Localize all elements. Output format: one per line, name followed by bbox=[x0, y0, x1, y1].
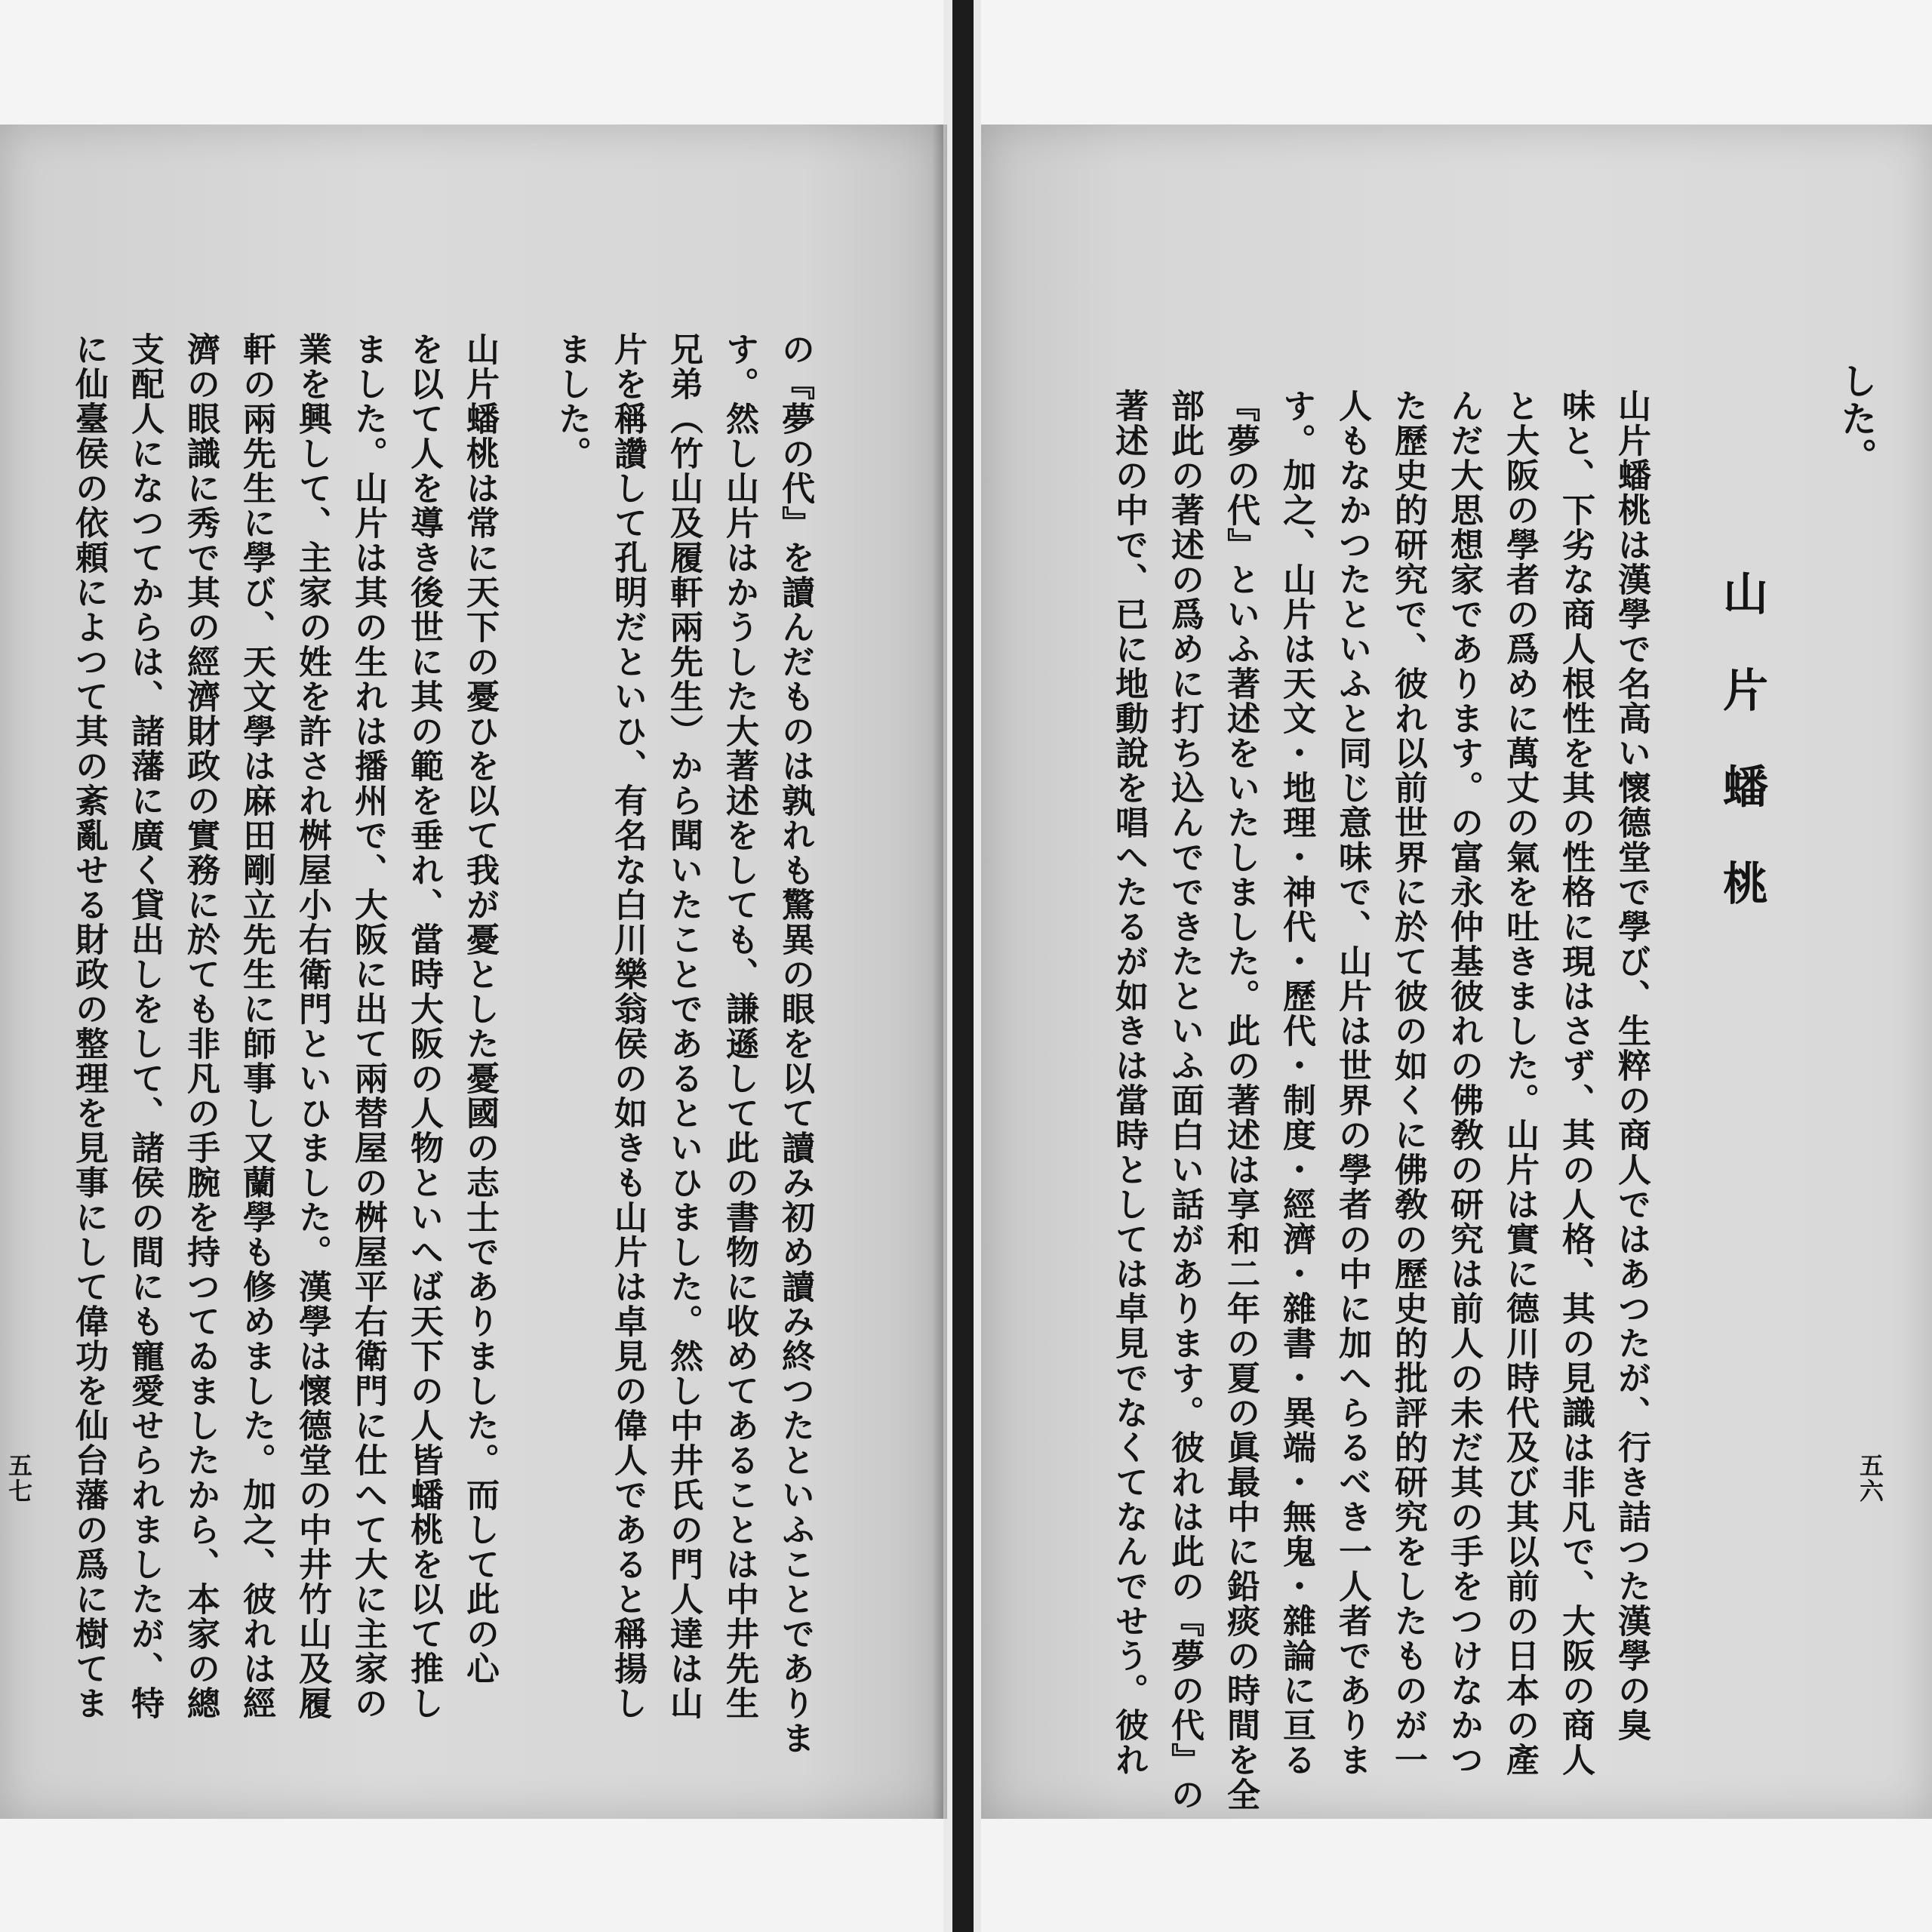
binding-strip bbox=[952, 0, 974, 1932]
gutter-shadow bbox=[932, 125, 947, 1819]
text-line: ました。 bbox=[552, 332, 591, 471]
chapter-title: 山片蟠桃 bbox=[1715, 570, 1768, 956]
text-line: 軒の兩先生に學び、天文學は麻田剛立先生に師事し又蘭學も修めました。加之、彼れは經 bbox=[237, 332, 275, 1721]
text-line: 片を稱讚して孔明だといひ、有名な白川樂翁侯の如きも山片は卓見の偉人であると稱揚し bbox=[608, 332, 647, 1721]
text-line: 人もなかつたといふと同じ意味で、山片は世界の學者の中に加へらるべき一人者でありま bbox=[1333, 389, 1371, 1777]
text-line: す。然し山片はかうした大著述をしても、謙遜して此の書物に收めてあることは中井先生 bbox=[720, 332, 758, 1721]
text-line: 味と、下劣な商人根性を其の性格に現はさず、其の人格、其の見識は非凡で、大阪の商人 bbox=[1556, 389, 1595, 1777]
text-line: 業を興して、主家の姓を許され桝屋小右衛門といひました。漢學は懷德堂の中井竹山及履 bbox=[293, 332, 331, 1721]
left-page-body-first bbox=[536, 332, 823, 1755]
carryover-text: した。 bbox=[1835, 362, 1877, 475]
text-line: 濟の眼識に秀で其の經濟財政の實務に於ても非凡の手腕を持つてゐましたから、本家の總 bbox=[181, 332, 220, 1721]
text-line: 支配人になつてからは、諸藩に廣く貸出しをして、諸侯の間にも寵愛せられましたが、特 bbox=[125, 332, 164, 1721]
left-page-body-second bbox=[47, 332, 507, 1721]
text-line: を以て人を導き後世に其の範を垂れ、當時大阪の人物といへば天下の人皆蟠桃を以て推し bbox=[405, 332, 443, 1721]
text-line: の『夢の代』を讀んだものは孰れも驚異の眼を以て讀み初め讀み終つたといふことでありま bbox=[776, 332, 814, 1755]
text-line: 山片蟠桃は漢學で名高い懷德堂で學び、生粹の商人ではあつたが、行き詰つた漢學の臭 bbox=[1612, 389, 1651, 1743]
page-number-left: 五七 bbox=[5, 1453, 33, 1504]
text-line: ました。山片は其の生れは播州で、大阪に出て兩替屋の桝屋平右衛門に仕へて大に主家の bbox=[349, 332, 387, 1721]
text-line: た歷史的研究で、彼れ以前世界に於て彼の如くに佛敎の歷史的批評的研究をしたものが一 bbox=[1389, 389, 1427, 1777]
text-line: 部此の著述の爲めに打ち込んでできたといふ面白い話があります。彼れは此の『夢の代』の bbox=[1165, 389, 1204, 1812]
text-line: す。加之、山片は天文・地理・神代・歷代・制度・經濟・雜書・異端・無鬼・雜論に亘る bbox=[1277, 389, 1315, 1777]
page-number-right: 五六 bbox=[1856, 1453, 1884, 1504]
text-line: に仙臺侯の依頼によつて其の紊亂せる財政の整理を見事にして偉功を仙台藩の爲に樹てま bbox=[69, 332, 108, 1721]
text-line: 著述の中で、已に地動說を唱へたるが如きは當時としては卓見でなくてなんでせう。彼れ bbox=[1109, 389, 1148, 1777]
text-line: 山片蟠桃は常に天下の憂ひを以て我が憂とした憂國の志士でありました。而して此の心 bbox=[460, 332, 499, 1686]
text-line: んだ大思想家であります。の富永仲基彼れの佛敎の研究は前人の未だ其の手をつけなかつ bbox=[1444, 389, 1483, 1777]
text-line: 『夢の代』といふ著述をいたしました。此の著述は享和二年の夏の眞最中に鉛痰の時間を全 bbox=[1221, 389, 1260, 1812]
right-page-body bbox=[1070, 389, 1659, 1812]
text-line: と大阪の學者の爲めに萬丈の氣を吐きました。山片は實に德川時代及び其以前の日本の產 bbox=[1500, 389, 1539, 1777]
text-line: 兄弟（竹山及履軒兩先生）から聞いたことであるといひました。然し中井氏の門人達は山 bbox=[664, 332, 703, 1721]
